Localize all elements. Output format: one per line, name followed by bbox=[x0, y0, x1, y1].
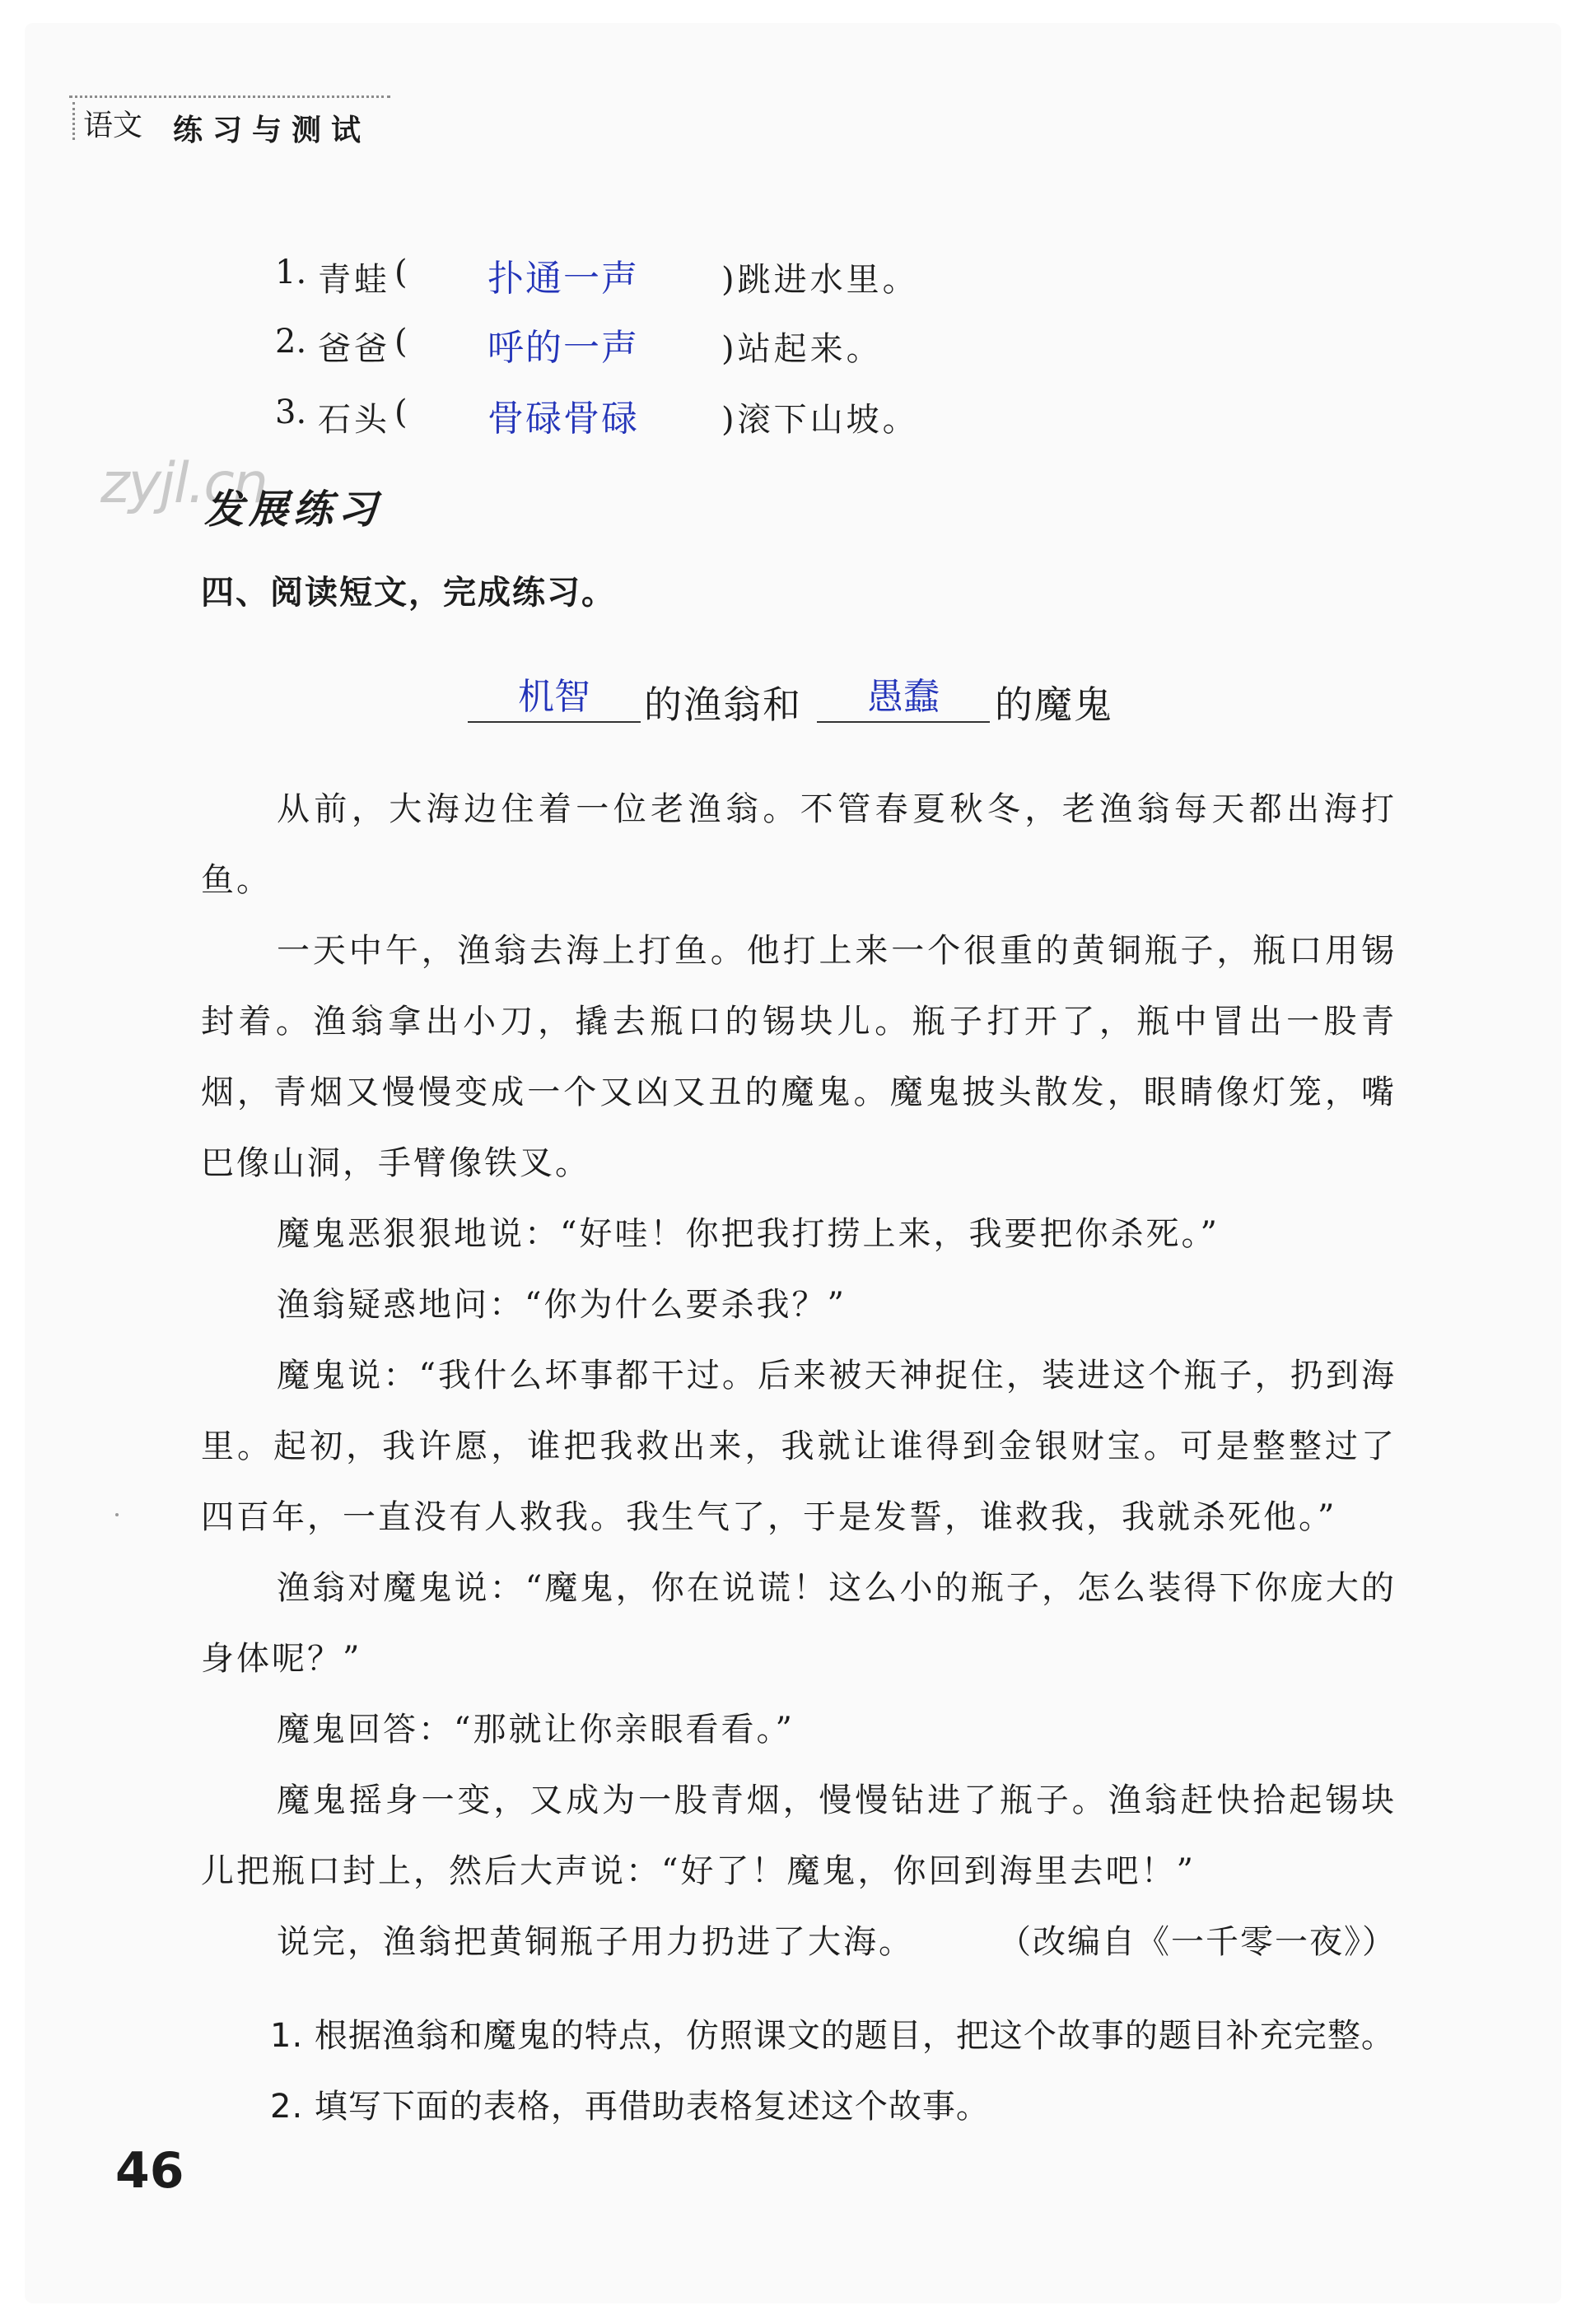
open-paren: ( bbox=[394, 323, 408, 361]
scan-dot bbox=[115, 1513, 119, 1516]
handwritten-answer[interactable]: 呼的一声 bbox=[487, 327, 639, 369]
handwritten-answer: 愚蠢 bbox=[867, 676, 940, 718]
open-paren: ( bbox=[394, 394, 408, 431]
header-book-title: 练习与测试 bbox=[173, 114, 371, 147]
item-ending: )滚下山坡。 bbox=[721, 401, 919, 439]
watermark: zyjl.cn bbox=[100, 451, 267, 516]
paragraph: 魔鬼恶狠狠地说：“好哇！你把我打捞上来，我要把你杀死。” bbox=[277, 1215, 1220, 1253]
story-body bbox=[201, 774, 1397, 1977]
item-subject: 爸爸 bbox=[318, 330, 390, 368]
item-number: 3. bbox=[275, 394, 307, 431]
story-title bbox=[468, 667, 1127, 733]
task-item: 1. 根据渔翁和魔鬼的特点，仿照课文的题目，把这个故事的题目补充完整。 bbox=[270, 2017, 1395, 2055]
item-ending: )跳进水里。 bbox=[721, 261, 919, 299]
title-blank-1[interactable] bbox=[468, 667, 641, 723]
item-number: 2. bbox=[275, 323, 307, 361]
header-divider bbox=[69, 95, 390, 98]
item-ending: )站起来。 bbox=[721, 330, 883, 368]
item-subject: 石头 bbox=[318, 401, 390, 439]
paragraph: 一天中午，渔翁去海上打鱼。他打上来一个很重的黄铜瓶子，瓶口用锡封着。渔翁拿出小刀，撬去瓶口的锡块儿。瓶子打开了，瓶中冒出一股青烟，青烟又慢慢变成一个又凶又丑的魔鬼。魔鬼披头散发，眼睛像灯笼，嘴巴像山洞，手臂像铁叉。 bbox=[201, 932, 1397, 1182]
paragraph: 魔鬼摇身一变，又成为一股青烟，慢慢钻进了瓶子。渔翁赶快拾起锡块儿把瓶口封上，然后大声说：“好了！魔鬼，你回到海里去吧！” bbox=[201, 1781, 1397, 1890]
handwritten-answer[interactable]: 扑通一声 bbox=[487, 258, 639, 300]
task-item: 2. 填写下面的表格，再借助表格复述这个故事。 bbox=[270, 2088, 990, 2126]
task-list bbox=[270, 2000, 1423, 2142]
paragraph: 魔鬼回答：“那就让你亲眼看看。” bbox=[277, 1711, 795, 1749]
paragraph: 从前，大海边住着一位老渔翁。不管春夏秋冬，老渔翁每天都出海打鱼。 bbox=[201, 790, 1397, 899]
open-paren: ( bbox=[394, 254, 408, 291]
paragraph-last bbox=[201, 1907, 1397, 1977]
paragraph: 魔鬼说：“我什么坏事都干过。后来被天神捉住，装进这个瓶子，扔到海里。起初，我许愿，谁把我救出来，我就让谁得到金银财宝。可是整整过了四百年，一直没有人救我。我生气了，于是发誓，谁救我，我就杀死他。” bbox=[201, 1357, 1397, 1536]
title-middle: 的渔翁和 bbox=[644, 682, 802, 727]
paragraph: 渔翁对魔鬼说：“魔鬼，你在说谎！这么小的瓶子，怎么装得下你庞大的身体呢？” bbox=[201, 1569, 1397, 1678]
item-subject: 青蛙 bbox=[318, 261, 390, 299]
page-number: 46 bbox=[115, 2142, 184, 2200]
handwritten-answer[interactable]: 骨碌骨碌 bbox=[487, 398, 639, 440]
paragraph: 渔翁疑惑地问：“你为什么要杀我？” bbox=[277, 1286, 847, 1324]
item-number: 1. bbox=[275, 254, 307, 291]
title-blank-2[interactable] bbox=[817, 667, 990, 723]
question-title: 四、阅读短文，完成练习。 bbox=[201, 574, 616, 612]
title-end: 的魔鬼 bbox=[995, 682, 1113, 727]
handwritten-answer: 机智 bbox=[518, 676, 590, 718]
header-subject: 语文 bbox=[72, 102, 157, 140]
paragraph-text: 说完，渔翁把黄铜瓶子用力扔进了大海。 bbox=[277, 1923, 914, 1961]
source-note: （改编自《一千零一夜》） bbox=[998, 1923, 1397, 1961]
section-title: 发展练习 bbox=[204, 487, 383, 533]
